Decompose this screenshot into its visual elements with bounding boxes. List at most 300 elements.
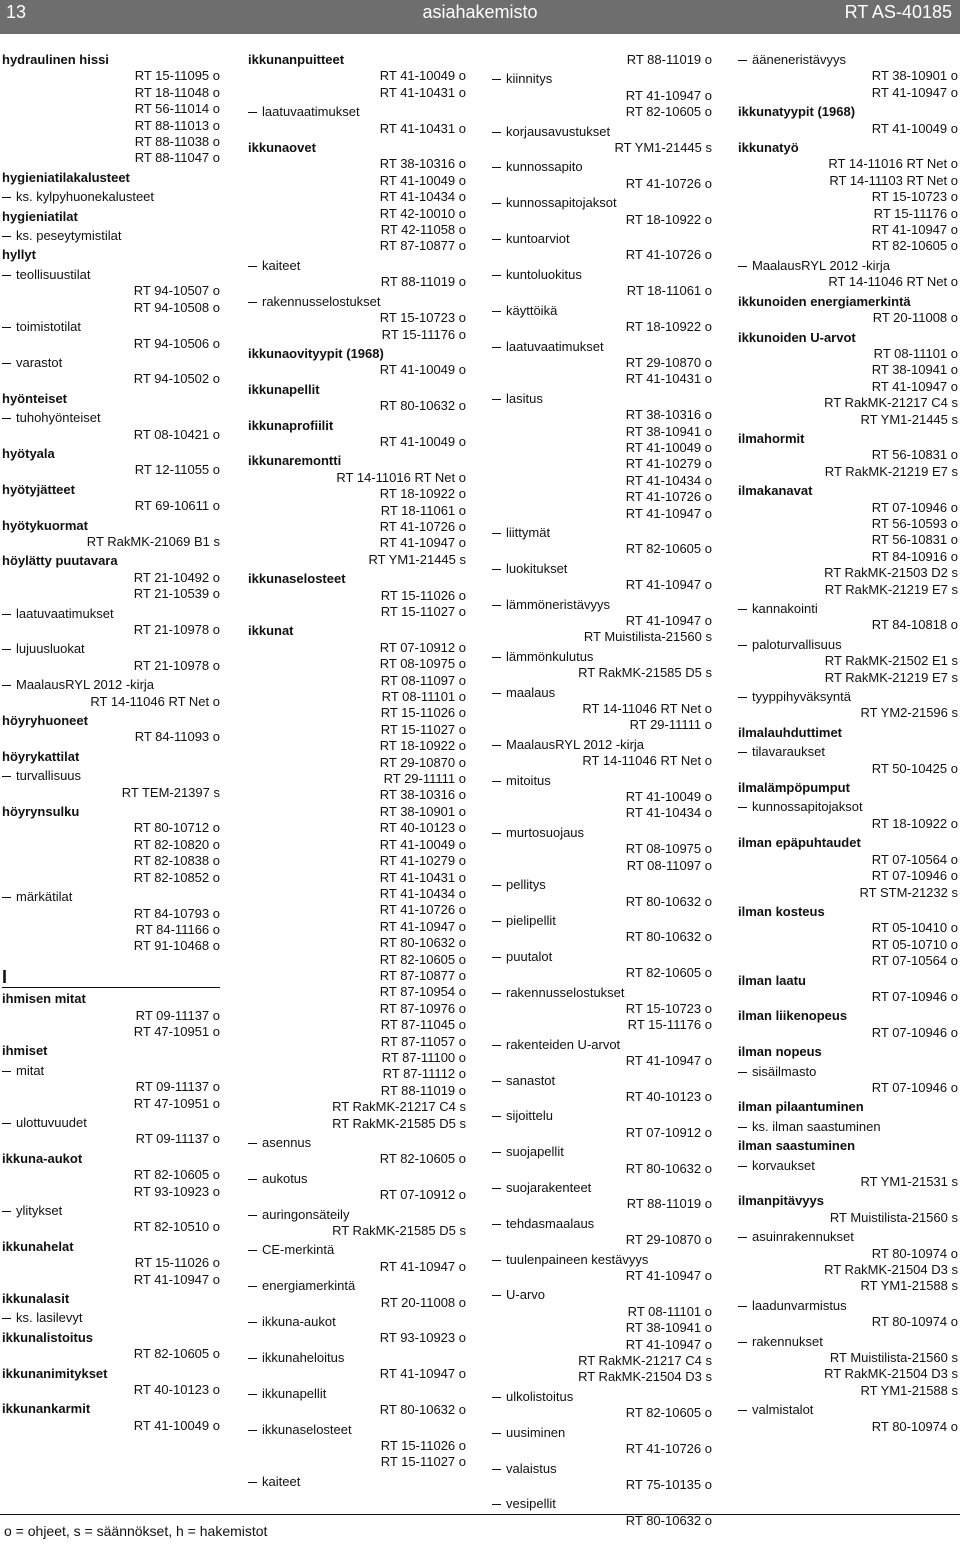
index-subentry: ulottuvuudet: [2, 1115, 220, 1131]
index-subentry: kunnossapitojaksot: [738, 799, 958, 815]
index-heading: hyötyala: [2, 445, 55, 461]
index-reference: RT 41-10726 o: [379, 518, 466, 534]
page-number: 13: [6, 2, 27, 22]
index-reference: RT RakMK-21504 D3 s: [578, 1369, 712, 1385]
index-reference: RT 41-10431 o: [625, 371, 712, 387]
index-reference: RT 80-10632 o: [379, 1402, 466, 1418]
index-subentry: ulkolistoitus: [492, 1389, 712, 1405]
index-reference: RT 15-10723 o: [871, 189, 958, 205]
index-reference: RT 08-10421 o: [133, 426, 220, 442]
index-subentry: tuulenpaineen kestävyys: [492, 1252, 712, 1268]
index-heading: ikkuna-aukot: [2, 1150, 83, 1166]
index-reference: RT RakMK-21219 E7 s: [824, 669, 958, 685]
index-reference: RT 18-11048 o: [134, 84, 220, 100]
index-reference: RT 18-11061 o: [380, 502, 466, 518]
index-subentry: vesipellit: [492, 1496, 712, 1512]
index-subentry: lämmönkulutus: [492, 649, 712, 665]
index-reference: RT 41-10947 o: [871, 84, 958, 100]
index-reference: RT 15-11027 o: [380, 604, 466, 619]
index-reference: RT 82-10605 o: [133, 1167, 220, 1183]
index-reference: RT 87-10976 o: [379, 1000, 466, 1016]
index-subentry: kaiteet: [248, 1474, 466, 1490]
index-reference: RT 87-11112 o: [382, 1066, 466, 1082]
index-subentry: maalaus: [492, 685, 712, 701]
index-heading: hygieniatilat: [2, 208, 78, 224]
index-reference: RT 41-10434 o: [625, 805, 712, 821]
index-reference: RT 07-10912 o: [379, 639, 466, 655]
index-subentry: MaalausRYL 2012 -kirja: [738, 258, 958, 274]
index-subentry: ikkunaselosteet: [248, 1422, 466, 1438]
index-reference: RT 09-11137 o: [135, 1079, 220, 1095]
index-reference: RT RakMK-21504 D3 s: [824, 1262, 958, 1278]
index-reference: RT 41-10726 o: [625, 1441, 712, 1457]
index-reference: RT YM1-21588 s: [860, 1278, 958, 1294]
index-heading: ikkunanimitykset: [2, 1365, 108, 1381]
index-reference: RT 41-10726 o: [625, 489, 712, 505]
index-heading: höylätty puutavara: [2, 553, 118, 569]
index-reference: RT 15-11095 o: [134, 68, 220, 84]
index-subentry: korjausavustukset: [492, 124, 712, 140]
index-reference: RT 38-10941 o: [871, 362, 958, 378]
index-reference: RT 41-10947 o: [625, 613, 712, 628]
index-subentry: turvallisuus: [2, 768, 220, 784]
index-subentry: korvaukset: [738, 1158, 958, 1174]
index-reference: RT 07-10912 o: [625, 1124, 712, 1140]
index-heading: ikkunaovityypit (1968): [248, 345, 384, 361]
index-reference: RT 15-11176 o: [381, 326, 466, 342]
index-heading: ikkunapellit: [248, 381, 320, 397]
index-reference: RT 94-10507 o: [133, 283, 220, 299]
index-reference: RT 41-10726 o: [625, 247, 712, 263]
index-reference: RT 41-10947 o: [625, 577, 712, 593]
index-subentry: rakennukset: [738, 1334, 958, 1350]
index-subentry: lasitus: [492, 391, 712, 407]
index-reference: RT 41-10049 o: [379, 836, 466, 852]
index-subentry: asuinrakennukset: [738, 1229, 958, 1245]
index-subentry: ks. kylpyhuonekalusteet: [2, 189, 220, 205]
index-reference: RT 80-10974 o: [871, 1245, 958, 1261]
index-heading: ikkunaprofiilit: [248, 417, 334, 433]
index-reference: RT 38-10941 o: [625, 423, 712, 439]
index-subentry: ikkuna-aukot: [248, 1314, 466, 1330]
index-reference: RT 84-10818 o: [871, 617, 958, 633]
index-reference: RT 07-10946 o: [871, 499, 958, 515]
index-reference: RT 41-10049 o: [625, 439, 712, 455]
index-heading: hyönteiset: [2, 390, 68, 406]
index-reference: RT YM1-21445 s: [368, 551, 466, 567]
index-reference: RT STM-21232 s: [859, 884, 958, 900]
index-subentry: luokitukset: [492, 561, 712, 577]
index-subentry: lujuusluokat: [2, 641, 220, 657]
index-reference: RT 15-11026 o: [380, 705, 466, 721]
index-reference: RT 80-10632 o: [625, 893, 712, 909]
index-reference: RT 07-10946 o: [871, 868, 958, 884]
index-subentry: sijoittelu: [492, 1108, 712, 1124]
index-reference: RT 20-11008 o: [872, 310, 958, 326]
index-reference: RT 56-10831 o: [871, 447, 958, 463]
index-subentry: valmistalot: [738, 1402, 958, 1418]
index-reference: RT RakMK-21217 C4 s: [578, 1353, 712, 1369]
index-reference: RT 15-10723 o: [625, 1000, 712, 1016]
index-subentry: kuntoluokitus: [492, 267, 712, 283]
index-reference: RT 87-11045 o: [380, 1017, 466, 1033]
index-reference: RT 94-10506 o: [133, 335, 220, 351]
index-reference: RT 41-10947 o: [625, 1268, 712, 1284]
index-subentry: puutalot: [492, 949, 712, 965]
index-subentry: sisäilmasto: [738, 1064, 958, 1080]
index-heading: hygieniatilakalusteet: [2, 169, 130, 185]
index-reference: RT 84-10793 o: [133, 905, 220, 921]
index-reference: RT 41-10947 o: [379, 918, 466, 934]
index-subentry: aukotus: [248, 1171, 466, 1187]
index-reference: RT 88-11019 o: [626, 52, 712, 67]
index-reference: RT 14-11103 RT Net o: [829, 172, 958, 188]
index-reference: RT 94-10508 o: [133, 299, 220, 315]
index-reference: RT 41-10947 o: [871, 378, 958, 394]
index-reference: RT 38-10901 o: [379, 803, 466, 819]
index-reference: RT 14-11016 RT Net o: [336, 469, 466, 485]
index-heading: ikkunatyö: [738, 140, 799, 156]
index-reference: RT 41-10726 o: [379, 902, 466, 918]
index-heading: hyllyt: [2, 247, 36, 263]
index-reference: RT 41-10049 o: [379, 433, 466, 449]
index-reference: RT 07-10912 o: [379, 1187, 466, 1203]
index-heading: ikkunalasit: [2, 1291, 70, 1307]
index-reference: RT RakMK-21585 D5 s: [578, 665, 712, 681]
index-reference: RT 41-10049 o: [379, 362, 466, 378]
index-reference: RT 82-10605 o: [871, 238, 958, 254]
index-subentry: teollisuustilat: [2, 267, 220, 283]
index-reference: RT 14-11016 RT Net o: [828, 156, 958, 172]
index-column-1: [2, 52, 220, 1434]
index-heading: ikkunaremontti: [248, 453, 342, 469]
index-reference: RT RakMK-21217 C4 s: [332, 1099, 466, 1115]
index-reference: RT 82-10510 o: [133, 1219, 220, 1235]
page-title: asiahakemisto: [422, 2, 538, 22]
index-heading: ikkunoiden U-arvot: [738, 329, 856, 345]
index-subentry: tehdasmaalaus: [492, 1216, 712, 1232]
index-reference: RT 41-10049 o: [379, 172, 466, 188]
index-subentry: käyttöikä: [492, 303, 712, 319]
index-reference: RT 88-11038 o: [134, 134, 220, 150]
index-subentry: uusiminen: [492, 1425, 712, 1441]
index-reference: RT 29-11111 o: [629, 717, 712, 733]
index-column-3: [492, 52, 712, 1529]
index-subentry: valaistus: [492, 1461, 712, 1477]
index-reference: RT 87-11057 o: [380, 1033, 466, 1049]
index-reference: RT 14-11046 RT Net o: [582, 753, 712, 769]
index-reference: RT 41-10279 o: [625, 456, 712, 472]
index-reference: RT 15-11026 o: [134, 1255, 220, 1271]
index-heading: ilmalauhduttimet: [738, 724, 843, 740]
index-subentry: kaiteet: [248, 258, 466, 274]
index-heading: ikkunalistoitus: [2, 1329, 94, 1345]
index-heading: ilmanpitävyys: [738, 1193, 824, 1209]
index-reference: RT 41-10279 o: [379, 853, 466, 869]
index-reference: RT 14-11046 RT Net o: [90, 693, 220, 709]
index-reference: RT RakMK-21219 E7 s: [824, 463, 958, 479]
index-heading: hyötyjätteet: [2, 481, 75, 497]
index-reference: RT 18-10922 o: [871, 815, 958, 831]
index-reference: RT 15-11026 o: [380, 587, 466, 603]
index-reference: RT 69-10611 o: [134, 498, 220, 514]
index-subentry: pellitys: [492, 877, 712, 893]
index-reference: RT YM1-21588 s: [860, 1382, 958, 1398]
index-subentry: murtosuojaus: [492, 825, 712, 841]
index-reference: RT 80-10632 o: [625, 1160, 712, 1176]
document-code: RT AS-40185: [844, 2, 952, 22]
index-heading: ikkunaovet: [248, 140, 316, 156]
index-reference: RT 82-10605 o: [379, 951, 466, 967]
index-reference: RT 41-10947 o: [625, 1336, 712, 1352]
index-reference: RT 41-10947 o: [625, 505, 712, 521]
index-subentry: ikkunapellit: [248, 1386, 466, 1402]
index-heading: ilman pilaantuminen: [738, 1099, 864, 1115]
index-reference: RT 18-10922 o: [379, 486, 466, 502]
index-reference: RT 08-11101 o: [873, 345, 958, 361]
index-subentry: laadunvarmistus: [738, 1298, 958, 1314]
index-reference: RT 80-10632 o: [379, 935, 466, 951]
index-subentry: rakenteiden U-arvot: [492, 1037, 712, 1053]
index-subentry: auringonsäteily: [248, 1207, 466, 1223]
index-reference: RT 41-10434 o: [379, 189, 466, 205]
index-reference: RT 07-10564 o: [871, 953, 958, 969]
index-reference: RT 82-10838 o: [133, 853, 220, 869]
index-subentry: suojapellit: [492, 1144, 712, 1160]
index-heading: ikkunankarmit: [2, 1401, 91, 1417]
index-reference: RT RakMK-21504 D3 s: [824, 1366, 958, 1382]
index-reference: RT 80-10632 o: [625, 1512, 712, 1528]
index-reference: RT 88-11019 o: [626, 1196, 712, 1212]
index-heading: ihmisen mitat: [2, 991, 86, 1007]
index-subentry: mitat: [2, 1063, 220, 1079]
index-subentry: mitoitus: [492, 773, 712, 789]
index-reference: RT 91-10468 o: [133, 938, 220, 954]
index-reference: RT 08-10975 o: [379, 656, 466, 672]
index-subentry: rakennusselostukset: [248, 294, 466, 310]
index-reference: RT 88-11019 o: [380, 274, 466, 290]
index-reference: RT 08-11097 o: [380, 672, 466, 688]
index-subentry: laatuvaatimukset: [2, 606, 220, 622]
index-reference: RT 41-10049 o: [379, 68, 466, 84]
index-reference: RT 40-10123 o: [133, 1382, 220, 1398]
index-subentry: ks. peseytymistilat: [2, 228, 220, 244]
index-reference: RT 29-10870 o: [379, 754, 466, 770]
index-reference: RT YM1-21445 s: [614, 140, 712, 156]
index-subentry: energiamerkintä: [248, 1278, 466, 1294]
index-heading: ilman kosteus: [738, 903, 825, 919]
index-subentry: ks. lasilevyt: [2, 1310, 220, 1326]
index-reference: RT 56-10831 o: [871, 532, 958, 548]
index-reference: RT 18-10922 o: [625, 211, 712, 227]
index-subentry: asennus: [248, 1135, 466, 1151]
index-reference: RT 41-10947 o: [133, 1271, 220, 1287]
index-reference: RT RakMK-21585 D5 s: [332, 1115, 466, 1131]
index-reference: RT 82-10605 o: [133, 1346, 220, 1362]
index-heading: ilmahormit: [738, 430, 805, 446]
index-reference: RT 21-10539 o: [133, 586, 220, 602]
index-reference: RT 80-10632 o: [379, 398, 466, 414]
index-reference: RT 29-10870 o: [625, 1232, 712, 1248]
index-heading: höyrykattilat: [2, 748, 80, 764]
index-reference: RT 18-11061 o: [626, 283, 712, 299]
index-reference: RT 40-10123 o: [625, 1088, 712, 1104]
index-heading: ilman epäpuhtaudet: [738, 835, 861, 851]
index-subentry: U-arvo: [492, 1287, 712, 1303]
footer-legend: o = ohjeet, s = säännökset, h = hakemistot: [4, 1523, 268, 1539]
index-reference: RT Muistilista-21560 s: [583, 629, 712, 645]
index-reference: RT 07-10564 o: [871, 851, 958, 867]
index-heading: ikkunanpuitteet: [248, 52, 345, 67]
index-reference: RT 29-10870 o: [625, 354, 712, 370]
index-reference: RT 84-11166 o: [135, 921, 220, 937]
index-reference: RT 14-11046 RT Net o: [828, 274, 958, 290]
index-subentry: MaalausRYL 2012 -kirja: [492, 737, 712, 753]
index-heading: höyryhuoneet: [2, 713, 88, 729]
index-subentry: tuhohyönteiset: [2, 410, 220, 426]
index-reference: RT 84-11093 o: [134, 729, 220, 745]
index-reference: RT 15-11027 o: [380, 1454, 466, 1470]
index-heading: ikkunatyypit (1968): [738, 104, 856, 120]
index-reference: RT 80-10632 o: [625, 929, 712, 945]
index-reference: RT 56-11014 o: [134, 101, 220, 117]
index-reference: RT RakMK-21217 C4 s: [824, 395, 958, 411]
index-heading: höyrynsulku: [2, 804, 80, 820]
index-reference: RT 41-10049 o: [871, 120, 958, 136]
index-reference: RT 47-10951 o: [133, 1095, 220, 1111]
index-reference: RT 08-11101 o: [627, 1303, 712, 1319]
index-reference: RT Muistilista-21560 s: [829, 1350, 958, 1366]
index-reference: RT 38-10316 o: [625, 407, 712, 423]
index-reference: RT 41-10049 o: [625, 789, 712, 805]
index-reference: RT 80-10712 o: [133, 820, 220, 836]
index-reference: RT 05-10710 o: [871, 936, 958, 952]
index-heading: ikkunat: [248, 623, 294, 639]
index-heading: ilman laatu: [738, 972, 806, 988]
index-heading: hydraulinen hissi: [2, 52, 109, 67]
page-header: [0, 0, 960, 34]
index-reference: RT Muistilista-21560 s: [829, 1209, 958, 1225]
index-reference: RT 41-10434 o: [625, 472, 712, 488]
index-reference: RT 41-10947 o: [625, 87, 712, 103]
index-heading: ilman liikenopeus: [738, 1008, 848, 1024]
index-heading: ihmiset: [2, 1043, 48, 1059]
index-reference: RT 41-10431 o: [379, 120, 466, 136]
index-reference: RT 41-10947 o: [379, 1366, 466, 1382]
index-heading: ilmalämpöpumput: [738, 780, 850, 796]
index-heading: hyötykuormat: [2, 517, 88, 533]
index-reference: RT 15-10723 o: [379, 310, 466, 326]
index-reference: RT 38-10941 o: [625, 1320, 712, 1336]
index-reference: RT 82-10605 o: [625, 104, 712, 120]
section-letter: I: [2, 969, 220, 988]
index-heading: ikkunaselosteet: [248, 571, 346, 587]
index-reference: RT 38-10901 o: [871, 68, 958, 84]
index-reference: RT 41-10431 o: [379, 84, 466, 100]
index-reference: RT 88-11013 o: [134, 117, 220, 133]
index-subentry: kunnossapito: [492, 159, 712, 175]
index-subentry: CE-merkintä: [248, 1242, 466, 1258]
index-reference: RT 08-10975 o: [625, 841, 712, 857]
index-subentry: MaalausRYL 2012 -kirja: [2, 677, 220, 693]
index-reference: RT 41-10947 o: [871, 222, 958, 238]
index-subentry: ääneneristävyys: [738, 52, 958, 68]
index-heading: ilman nopeus: [738, 1044, 822, 1060]
index-reference: RT 82-10852 o: [133, 869, 220, 885]
index-reference: RT 41-10726 o: [625, 175, 712, 191]
index-column-2: [248, 52, 466, 1490]
index-subentry: suojarakenteet: [492, 1180, 712, 1196]
index-column-4: [738, 52, 958, 1435]
footer-divider: [0, 1514, 960, 1515]
index-reference: RT 41-10049 o: [133, 1417, 220, 1433]
index-reference: RT 80-10974 o: [871, 1314, 958, 1330]
index-reference: RT 47-10951 o: [133, 1023, 220, 1039]
index-reference: RT 75-10135 o: [625, 1476, 712, 1492]
index-reference: RT 15-11027 o: [380, 721, 466, 737]
index-heading: ikkunoiden energiamerkintä: [738, 293, 911, 309]
index-reference: RT 18-10922 o: [625, 319, 712, 335]
index-reference: RT 88-11019 o: [380, 1082, 466, 1098]
index-reference: RT 84-10916 o: [871, 548, 958, 564]
index-subentry: rakennusselostukset: [492, 985, 712, 1001]
index-reference: RT 15-11026 o: [380, 1437, 466, 1453]
index-reference: RT RakMK-21502 E1 s: [824, 653, 958, 669]
index-heading: ikkunahelat: [2, 1238, 74, 1254]
index-reference: RT 09-11137 o: [135, 1007, 220, 1023]
index-reference: RT 41-10947 o: [625, 1053, 712, 1069]
index-reference: RT 07-10946 o: [871, 988, 958, 1004]
index-reference: RT 87-11100 o: [381, 1049, 466, 1065]
index-reference: RT 82-10605 o: [625, 965, 712, 981]
index-reference: RT 07-10946 o: [871, 1024, 958, 1040]
index-subentry: ks. ilman saastuminen: [738, 1119, 958, 1135]
index-reference: RT RakMK-21585 D5 s: [332, 1223, 466, 1239]
index-reference: RT 56-10593 o: [871, 515, 958, 531]
index-reference: RT RakMK-21503 D2 s: [824, 565, 958, 581]
index-reference: RT YM1-21445 s: [860, 411, 958, 427]
index-reference: RT 09-11137 o: [135, 1131, 220, 1147]
index-reference: RT 12-11055 o: [134, 462, 220, 478]
index-reference: RT 82-10605 o: [379, 1151, 466, 1167]
index-reference: RT 21-10492 o: [133, 569, 220, 585]
index-reference: RT 14-11046 RT Net o: [582, 701, 712, 717]
index-reference: RT 41-10434 o: [379, 885, 466, 901]
index-reference: RT 08-11097 o: [626, 857, 712, 873]
index-reference: RT 07-10946 o: [871, 1079, 958, 1095]
index-reference: RT 42-10010 o: [379, 205, 466, 221]
index-reference: RT 87-10954 o: [379, 984, 466, 1000]
index-subentry: tyyppihyväksyntä: [738, 689, 958, 705]
index-subentry: kuntoarviot: [492, 231, 712, 247]
index-subentry: kunnossapitojaksot: [492, 195, 712, 211]
index-reference: RT 15-11176 o: [873, 205, 958, 221]
index-subentry: pielipellit: [492, 913, 712, 929]
index-subentry: laatuvaatimukset: [492, 339, 712, 355]
index-subentry: varastot: [2, 355, 220, 371]
index-reference: RT YM2-21596 s: [860, 705, 958, 721]
index-reference: RT 93-10923 o: [133, 1183, 220, 1199]
index-reference: RT 41-10947 o: [379, 1258, 466, 1274]
index-subentry: ylitykset: [2, 1203, 220, 1219]
index-reference: RT 82-10605 o: [625, 541, 712, 557]
index-reference: RT 41-10431 o: [379, 869, 466, 885]
index-subentry: kannakointi: [738, 601, 958, 617]
index-heading: ilman saastuminen: [738, 1138, 856, 1154]
index-reference: RT RakMK-21219 E7 s: [824, 581, 958, 597]
index-reference: RT 38-10316 o: [379, 787, 466, 803]
index-reference: RT 93-10923 o: [379, 1330, 466, 1346]
